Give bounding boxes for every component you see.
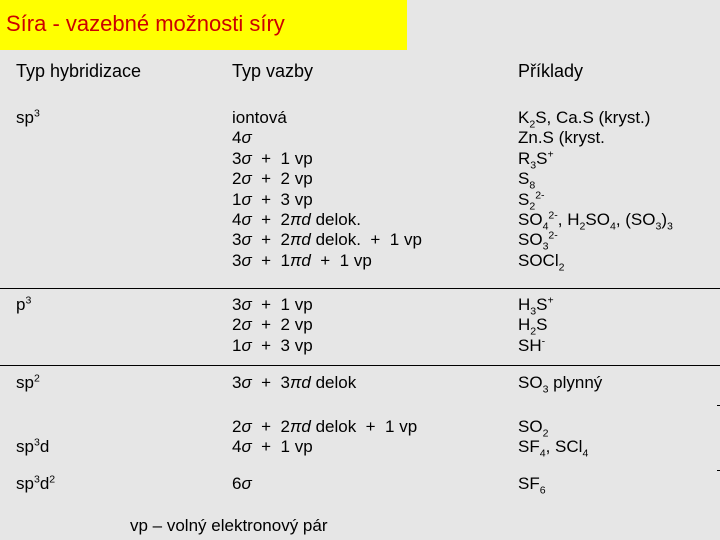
title-box bbox=[0, 0, 407, 50]
example-line: $H_3S^+$ bbox=[518, 294, 554, 318]
examples-cell bbox=[518, 474, 546, 497]
example-line: $K_2S$, Ca.S (kryst.) bbox=[518, 108, 651, 131]
bond-line: 2σ + 2πd delok + 1 vp bbox=[232, 417, 418, 436]
example-line: $SO_3$ plynný bbox=[518, 373, 603, 396]
bond-line: 3σ + 2πd delok. + 1 vp bbox=[232, 230, 422, 250]
example-line: $R_3S^+$ bbox=[518, 148, 554, 172]
bond-type-cell bbox=[232, 474, 252, 494]
page-title: Síra - vazebné možnosti síry bbox=[6, 11, 285, 36]
example-line: $SO_4^{2-}$, $H_2SO_4$, $(SO_3)_3$ bbox=[518, 209, 673, 233]
hybridization-cell: $p^3$ bbox=[16, 294, 32, 314]
example-line: $SF_4$, SCl$_4$ bbox=[518, 437, 589, 460]
bond-line: 3σ + 3πd delok bbox=[232, 373, 357, 392]
bond-line: 4σ + 2πd delok. bbox=[232, 210, 361, 230]
example-line: SOCl$_2$ bbox=[518, 250, 565, 274]
hybridization-cell: $sp^3d^2$ bbox=[16, 473, 56, 493]
bond-type-cell bbox=[232, 373, 356, 393]
bond-line: 3σ + 1 vp bbox=[232, 148, 313, 168]
example-line: $S_8$ bbox=[518, 169, 536, 192]
bond-line: iontová bbox=[232, 108, 287, 127]
bond-type-cell bbox=[232, 417, 417, 458]
examples-cell bbox=[518, 295, 554, 356]
bond-line: 2σ + 2 vp bbox=[232, 315, 313, 335]
example-line: $H_2S$ bbox=[518, 315, 548, 338]
bond-line: 4σ + 1 vp bbox=[232, 437, 313, 457]
example-line: $SO_2$ bbox=[518, 417, 549, 440]
examples-cell bbox=[518, 417, 588, 458]
header-bond-type: Typ vazby bbox=[232, 61, 314, 81]
row-divider bbox=[0, 288, 720, 289]
examples-cell bbox=[518, 373, 603, 396]
example-line: $SO_3^{2-}$ bbox=[518, 229, 558, 253]
bond-line: 2σ + 2 vp bbox=[232, 169, 313, 189]
bond-line: 3σ + 1πd + 1 vp bbox=[232, 250, 372, 270]
hybridization-cell: $sp^3$ bbox=[16, 107, 40, 127]
bond-type-cell bbox=[232, 295, 313, 356]
bond-line: 1σ + 3 vp bbox=[232, 189, 313, 209]
footnote: vp – volný elektronový pár bbox=[130, 516, 328, 535]
hybridization-cell: $sp^2$ bbox=[16, 372, 40, 392]
header-examples: Příklady bbox=[518, 61, 584, 81]
example-line: Zn.S (kryst. bbox=[518, 128, 605, 148]
bond-type-cell bbox=[232, 108, 422, 271]
bond-line: 1σ + 3 vp bbox=[232, 335, 313, 355]
example-line: $S_2^{2-}$ bbox=[518, 188, 545, 213]
hybridization-cell: $sp^3d$ bbox=[16, 436, 50, 456]
examples-cell bbox=[518, 108, 673, 274]
example-line: $SF_6$ bbox=[518, 474, 546, 497]
bond-line: 4σ bbox=[232, 128, 252, 148]
row-divider bbox=[0, 365, 720, 366]
example-line: SH- bbox=[518, 335, 546, 355]
bond-line: 3σ + 1 vp bbox=[232, 295, 313, 314]
bond-line: 6σ bbox=[232, 474, 252, 493]
header-hybridization: Typ hybridizace bbox=[16, 61, 142, 81]
